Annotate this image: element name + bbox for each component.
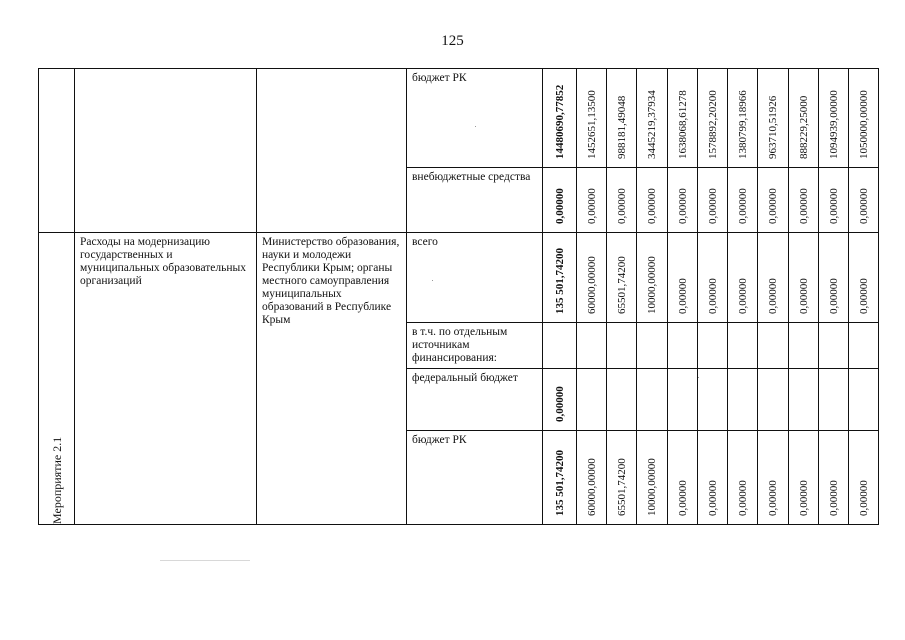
value-cell: [577, 369, 607, 431]
value-cell: [698, 233, 728, 323]
value-cell: [698, 168, 728, 233]
year-value: 0,00000: [615, 188, 628, 224]
year-value: 10000,00000: [646, 458, 658, 516]
year-value: 0,00000: [827, 188, 840, 224]
source-label: внебюджетные средства: [412, 171, 531, 183]
value-cell: [668, 369, 698, 431]
source-cell: [407, 168, 543, 233]
value-cell: [758, 323, 789, 369]
year-value: 0,00000: [857, 278, 870, 314]
year-value: 888229,25000: [797, 95, 810, 159]
year-value: 0,00000: [676, 480, 689, 516]
year-value: 0,00000: [767, 188, 779, 224]
budget-table-container: [38, 68, 879, 525]
year-value: 988181,49048: [615, 95, 628, 159]
scan-speck: [698, 377, 699, 378]
scan-artifact-line: [160, 560, 250, 561]
source-label: бюджет РК: [412, 434, 467, 446]
value-cell: [789, 69, 819, 168]
year-value: 0,00000: [736, 480, 749, 516]
total-value: 0,00000: [553, 386, 566, 422]
empty-executor-cell: [257, 69, 407, 233]
source-cell: [407, 323, 543, 369]
value-cell: [637, 431, 668, 525]
value-cell: [758, 233, 789, 323]
activity-label-cell: Мероприятие 2.1: [39, 233, 75, 525]
year-value: 0,00000: [797, 278, 810, 314]
value-cell: [607, 369, 637, 431]
executor-cell: [257, 233, 407, 525]
value-cell: [819, 233, 849, 323]
value-cell: [668, 69, 698, 168]
value-cell: [758, 168, 789, 233]
value-cell: [637, 323, 668, 369]
value-cell: [698, 431, 728, 525]
value-cell: [789, 431, 819, 525]
year-value: 0,00000: [646, 188, 658, 224]
table-row: [39, 233, 879, 323]
source-cell: [407, 369, 543, 431]
value-cell: [698, 369, 728, 431]
value-cell: [668, 431, 698, 525]
value-cell: [668, 233, 698, 323]
value-cell: [577, 323, 607, 369]
year-value: 10000,00000: [646, 256, 658, 314]
total-cell: [543, 431, 577, 525]
source-cell: [407, 69, 543, 168]
table-row: [39, 69, 879, 168]
year-value: 0,00000: [736, 278, 749, 314]
year-value: 1094939,00000: [827, 90, 840, 159]
value-cell: [758, 369, 789, 431]
year-value: 1578892,20200: [706, 90, 719, 159]
value-cell: [607, 168, 637, 233]
value-cell: [577, 69, 607, 168]
value-cell: [577, 168, 607, 233]
year-value: 1380799,18966: [736, 90, 749, 159]
source-label: федеральный бюджет: [412, 372, 518, 384]
total-cell: [543, 233, 577, 323]
value-cell: [819, 369, 849, 431]
value-cell: [698, 69, 728, 168]
empty-label-cell: [39, 69, 75, 233]
source-label: всего: [412, 236, 438, 248]
value-cell: [637, 69, 668, 168]
source-label: в т.ч. по отдельным источникам финансирования:: [412, 326, 508, 364]
value-cell: [789, 233, 819, 323]
value-cell: [849, 168, 879, 233]
value-cell: [758, 69, 789, 168]
activity-name-cell: [75, 233, 257, 525]
year-value: 0,00000: [676, 278, 689, 314]
year-value: 0,00000: [706, 278, 719, 314]
total-cell: [543, 168, 577, 233]
total-cell: [543, 369, 577, 431]
scan-speck: [432, 280, 433, 281]
year-value: 0,00000: [676, 188, 689, 224]
value-cell: [607, 431, 637, 525]
year-value: 3445219,37934: [646, 90, 658, 159]
year-value: 1050000,00000: [857, 90, 870, 159]
value-cell: [728, 168, 758, 233]
value-cell: [577, 233, 607, 323]
empty-name-cell: [75, 69, 257, 233]
year-value: 0,00000: [736, 188, 749, 224]
year-value: 0,00000: [827, 480, 840, 516]
value-cell: [607, 69, 637, 168]
year-value: 0,00000: [797, 188, 810, 224]
value-cell: [607, 323, 637, 369]
value-cell: [789, 168, 819, 233]
value-cell: [728, 323, 758, 369]
value-cell: [728, 369, 758, 431]
year-value: 65501,74200: [615, 256, 628, 314]
year-value: 0,00000: [767, 278, 779, 314]
value-cell: [728, 69, 758, 168]
year-value: 0,00000: [706, 480, 719, 516]
year-value: 0,00000: [797, 480, 810, 516]
value-cell: [637, 369, 668, 431]
value-cell: [637, 233, 668, 323]
page-number: 125: [441, 33, 464, 49]
total-value: 135 501,74200: [553, 248, 566, 314]
total-value: 0,00000: [553, 188, 566, 224]
year-value: 0,00000: [857, 188, 870, 224]
value-cell: [849, 69, 879, 168]
total-cell: [543, 323, 577, 369]
year-value: 60000,00000: [585, 458, 598, 516]
total-cell: [543, 69, 577, 168]
year-value: 0,00000: [585, 188, 598, 224]
value-cell: [728, 233, 758, 323]
value-cell: [577, 431, 607, 525]
year-value: 963710,51926: [767, 95, 779, 159]
executor-text: Министерство образования, науки и молодежи Республики Крым; органы местного самоуправления муниципальных образований в Республике Крым: [262, 236, 400, 326]
value-cell: [819, 168, 849, 233]
value-cell: [819, 69, 849, 168]
value-cell: [698, 323, 728, 369]
total-value: 14480690,77852: [553, 84, 566, 159]
value-cell: [789, 323, 819, 369]
value-cell: [668, 323, 698, 369]
year-value: 1638068,61278: [676, 90, 689, 159]
scan-speck: [475, 126, 476, 127]
value-cell: [758, 431, 789, 525]
value-cell: [849, 233, 879, 323]
value-cell: [607, 233, 637, 323]
year-value: 60000,00000: [585, 256, 598, 314]
year-value: 1452651,13500: [585, 90, 598, 159]
budget-table: [38, 68, 879, 525]
value-cell: [849, 369, 879, 431]
value-cell: [789, 369, 819, 431]
value-cell: [819, 431, 849, 525]
total-value: 135 501,74200: [553, 450, 566, 516]
value-cell: [637, 168, 668, 233]
year-value: 0,00000: [857, 480, 870, 516]
value-cell: [849, 323, 879, 369]
value-cell: [849, 431, 879, 525]
value-cell: [819, 323, 849, 369]
year-value: 0,00000: [706, 188, 719, 224]
source-label: бюджет РК: [412, 72, 467, 84]
activity-name: Расходы на модернизацию государственных и муниципальных образовательных организаций: [80, 236, 247, 287]
year-value: 0,00000: [827, 278, 840, 314]
source-cell: [407, 431, 543, 525]
value-cell: [728, 431, 758, 525]
value-cell: [668, 168, 698, 233]
year-value: 65501,74200: [615, 458, 628, 516]
year-value: 0,00000: [767, 480, 779, 516]
source-cell: [407, 233, 543, 323]
